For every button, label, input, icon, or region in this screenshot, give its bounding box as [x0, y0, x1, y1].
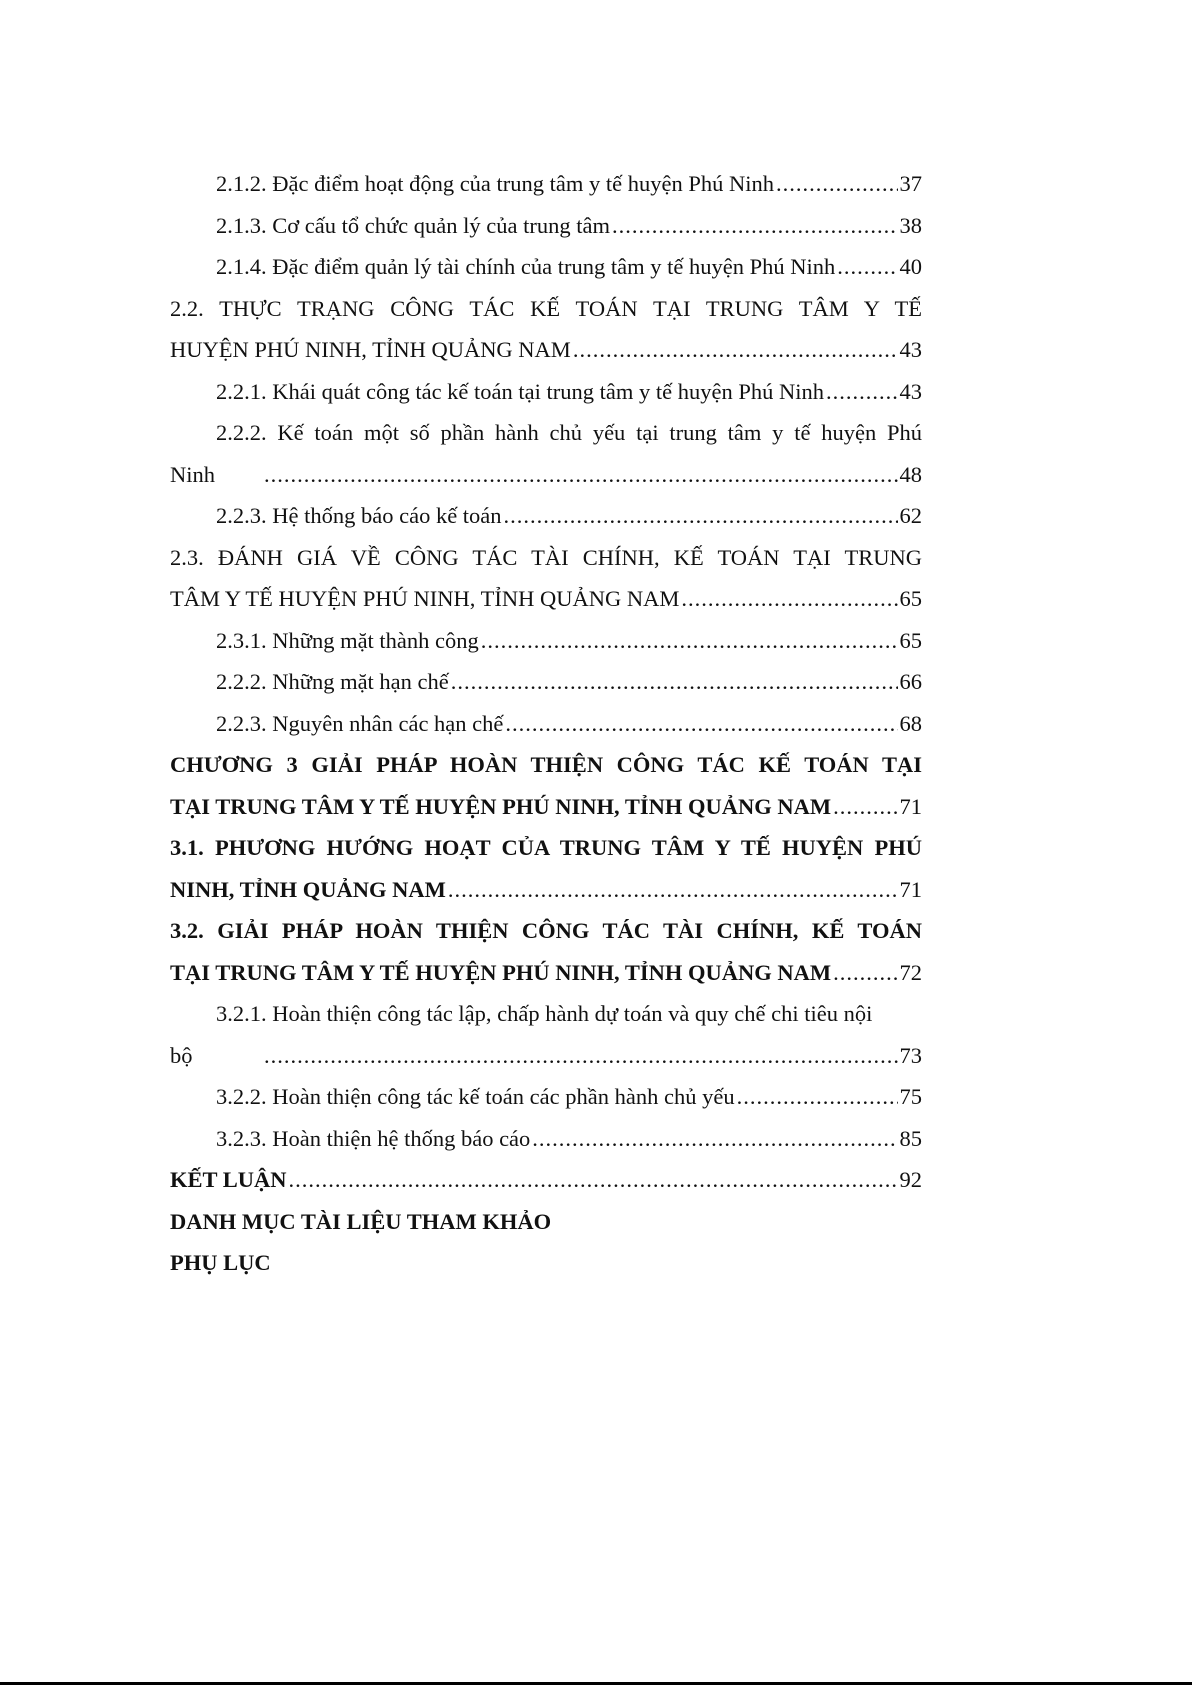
toc-leader-dots — [776, 163, 897, 205]
toc-entry[interactable] — [170, 205, 922, 247]
toc-entry[interactable] — [170, 703, 922, 745]
toc-entry-title: 2.1.4. Đặc điểm quản lý tài chính của trung tâm y tế huyện Phú Ninh — [216, 254, 836, 279]
toc-section-title: 3.1. PHƯƠNG HƯỚNG HOẠT CỦA TRUNG TÂM Y TẾ HUYỆN PHÚ — [170, 835, 922, 860]
toc-entry-title: 2.1.3. Cơ cấu tổ chức quản lý của trung tâm — [216, 212, 610, 238]
toc-entry-title: 2.3. ĐÁNH GIÁ VỀ CÔNG TÁC TÀI CHÍNH, KẾ TOÁN TẠI TRUNG — [170, 544, 922, 570]
toc-entry-title-cont: HUYỆN PHÚ NINH, TỈNH QUẢNG NAM — [170, 337, 571, 362]
toc-page-number: 75 — [899, 1084, 922, 1109]
toc-entry-line2[interactable] — [170, 454, 922, 496]
toc-page-number: 65 — [899, 586, 922, 611]
toc-entry-heading-line1[interactable] — [170, 288, 922, 330]
toc-entry[interactable] — [170, 246, 922, 288]
toc-entry-heading-line2[interactable] — [170, 329, 922, 371]
toc-page-number: 68 — [899, 710, 922, 736]
toc-leader-dots — [681, 578, 897, 620]
toc-section-line2[interactable] — [170, 952, 922, 994]
toc-entry-title: 3.2.3. Hoàn thiện hệ thống báo cáo — [216, 1125, 531, 1151]
toc-chapter-title-cont: TẠI TRUNG TÂM Y TẾ HUYỆN PHÚ NINH, TỈNH QUẢNG NAM — [170, 793, 832, 819]
toc-leader-dots — [612, 205, 898, 247]
toc-entry-title: 2.3.1. Những mặt thành công — [216, 627, 479, 653]
toc-entry-title: 3.2.1. Hoàn thiện công tác lập, chấp hành dự toán và quy chế chi tiêu nội — [216, 1001, 873, 1026]
toc-entry[interactable] — [170, 1076, 922, 1118]
toc-page-number: 85 — [899, 1125, 922, 1151]
toc-page-number: 66 — [899, 669, 922, 694]
toc-page-number: 40 — [899, 254, 922, 279]
toc-page-number: 72 — [899, 959, 922, 985]
toc-leader-dots — [532, 1118, 897, 1160]
toc-page-number: 37 — [899, 171, 922, 196]
toc-page-number: 73 — [899, 1042, 922, 1068]
toc-entry-title: DANH MỤC TÀI LIỆU THAM KHẢO — [170, 1208, 552, 1234]
toc-leader-dots — [504, 495, 898, 537]
toc-page-number: 92 — [899, 1167, 922, 1192]
toc-page-number: 43 — [899, 337, 922, 362]
toc-entry[interactable] — [170, 163, 922, 205]
toc-entry-title: 2.2.2. Kế toán một số phần hành chủ yếu tại trung tâm y tế huyện Phú — [216, 420, 922, 445]
toc-page-number: 71 — [899, 876, 922, 902]
toc-entry-line1[interactable] — [170, 993, 922, 1035]
toc-leader-dots — [737, 1076, 898, 1118]
toc-entry-title: 2.2.1. Khái quát công tác kế toán tại trung tâm y tế huyện Phú Ninh — [216, 378, 824, 404]
toc-page-number: 62 — [899, 503, 922, 528]
toc-entry-title-cont: bộ — [170, 1042, 193, 1068]
toc-entry[interactable] — [170, 495, 922, 537]
table-of-contents — [170, 163, 922, 1284]
toc-section-title: 3.2. GIẢI PHÁP HOÀN THIỆN CÔNG TÁC TÀI CHÍNH, KẾ TOÁN — [170, 918, 922, 943]
toc-page-number: 43 — [899, 378, 922, 404]
toc-section-line2[interactable] — [170, 869, 922, 911]
toc-leader-dots — [826, 371, 898, 413]
toc-entry-title: KẾT LUẬN — [170, 1167, 287, 1192]
toc-entry-heading-line1[interactable] — [170, 537, 922, 579]
toc-chapter-line1[interactable] — [170, 744, 922, 786]
toc-leader-dots — [451, 661, 898, 703]
toc-chapter-line2[interactable] — [170, 786, 922, 828]
toc-section-title-cont: TẠI TRUNG TÂM Y TẾ HUYỆN PHÚ NINH, TỈNH QUẢNG NAM — [170, 959, 832, 985]
toc-entry-title: 2.2.2. Những mặt hạn chế — [216, 669, 449, 694]
toc-page-number: 38 — [899, 212, 922, 238]
toc-entry[interactable] — [170, 620, 922, 662]
toc-appendix[interactable] — [170, 1242, 922, 1284]
toc-entry-title: 3.2.2. Hoàn thiện công tác kế toán các phần hành chủ yếu — [216, 1084, 735, 1109]
toc-entry-title: 2.2. THỰC TRẠNG CÔNG TÁC KẾ TOÁN TẠI TRUNG TÂM Y TẾ — [170, 295, 922, 321]
toc-leader-dots — [837, 246, 897, 288]
toc-entry-line2[interactable] — [170, 1035, 922, 1077]
toc-leader-dots — [481, 620, 898, 662]
toc-entry-heading-line2[interactable] — [170, 578, 922, 620]
toc-leader-dots — [505, 703, 897, 745]
toc-entry-title-cont: TÂM Y TẾ HUYỆN PHÚ NINH, TỈNH QUẢNG NAM — [170, 586, 680, 611]
toc-section-line1[interactable] — [170, 910, 922, 952]
toc-leader-dots — [448, 869, 898, 911]
toc-entry-title-cont: Ninh — [170, 461, 215, 487]
toc-entry[interactable] — [170, 1118, 922, 1160]
toc-leader-dots — [264, 454, 898, 496]
toc-conclusion[interactable] — [170, 1159, 922, 1201]
toc-section-line1[interactable] — [170, 827, 922, 869]
toc-references[interactable] — [170, 1201, 922, 1243]
toc-section-title-cont: NINH, TỈNH QUẢNG NAM — [170, 876, 446, 902]
toc-chapter-title: CHƯƠNG 3 GIẢI PHÁP HOÀN THIỆN CÔNG TÁC KẾ TOÁN TẠI — [170, 752, 922, 777]
toc-page-number: 71 — [899, 793, 922, 819]
toc-leader-dots — [264, 1035, 898, 1077]
toc-page-number: 48 — [899, 461, 922, 487]
toc-leader-dots — [833, 952, 897, 994]
toc-page-number: 65 — [899, 627, 922, 653]
toc-entry-title: 2.1.2. Đặc điểm hoạt động của trung tâm y tế huyện Phú Ninh — [216, 171, 775, 196]
toc-entry-title: 2.2.3. Hệ thống báo cáo kế toán — [216, 503, 502, 528]
toc-entry-title: 2.2.3. Nguyên nhân các hạn chế — [216, 710, 504, 736]
toc-entry[interactable] — [170, 661, 922, 703]
toc-entry-title: PHỤ LỤC — [170, 1250, 271, 1275]
toc-entry-line1[interactable] — [170, 412, 922, 454]
toc-leader-dots — [833, 786, 897, 828]
toc-entry[interactable] — [170, 371, 922, 413]
toc-leader-dots — [289, 1159, 898, 1201]
toc-leader-dots — [573, 329, 898, 371]
